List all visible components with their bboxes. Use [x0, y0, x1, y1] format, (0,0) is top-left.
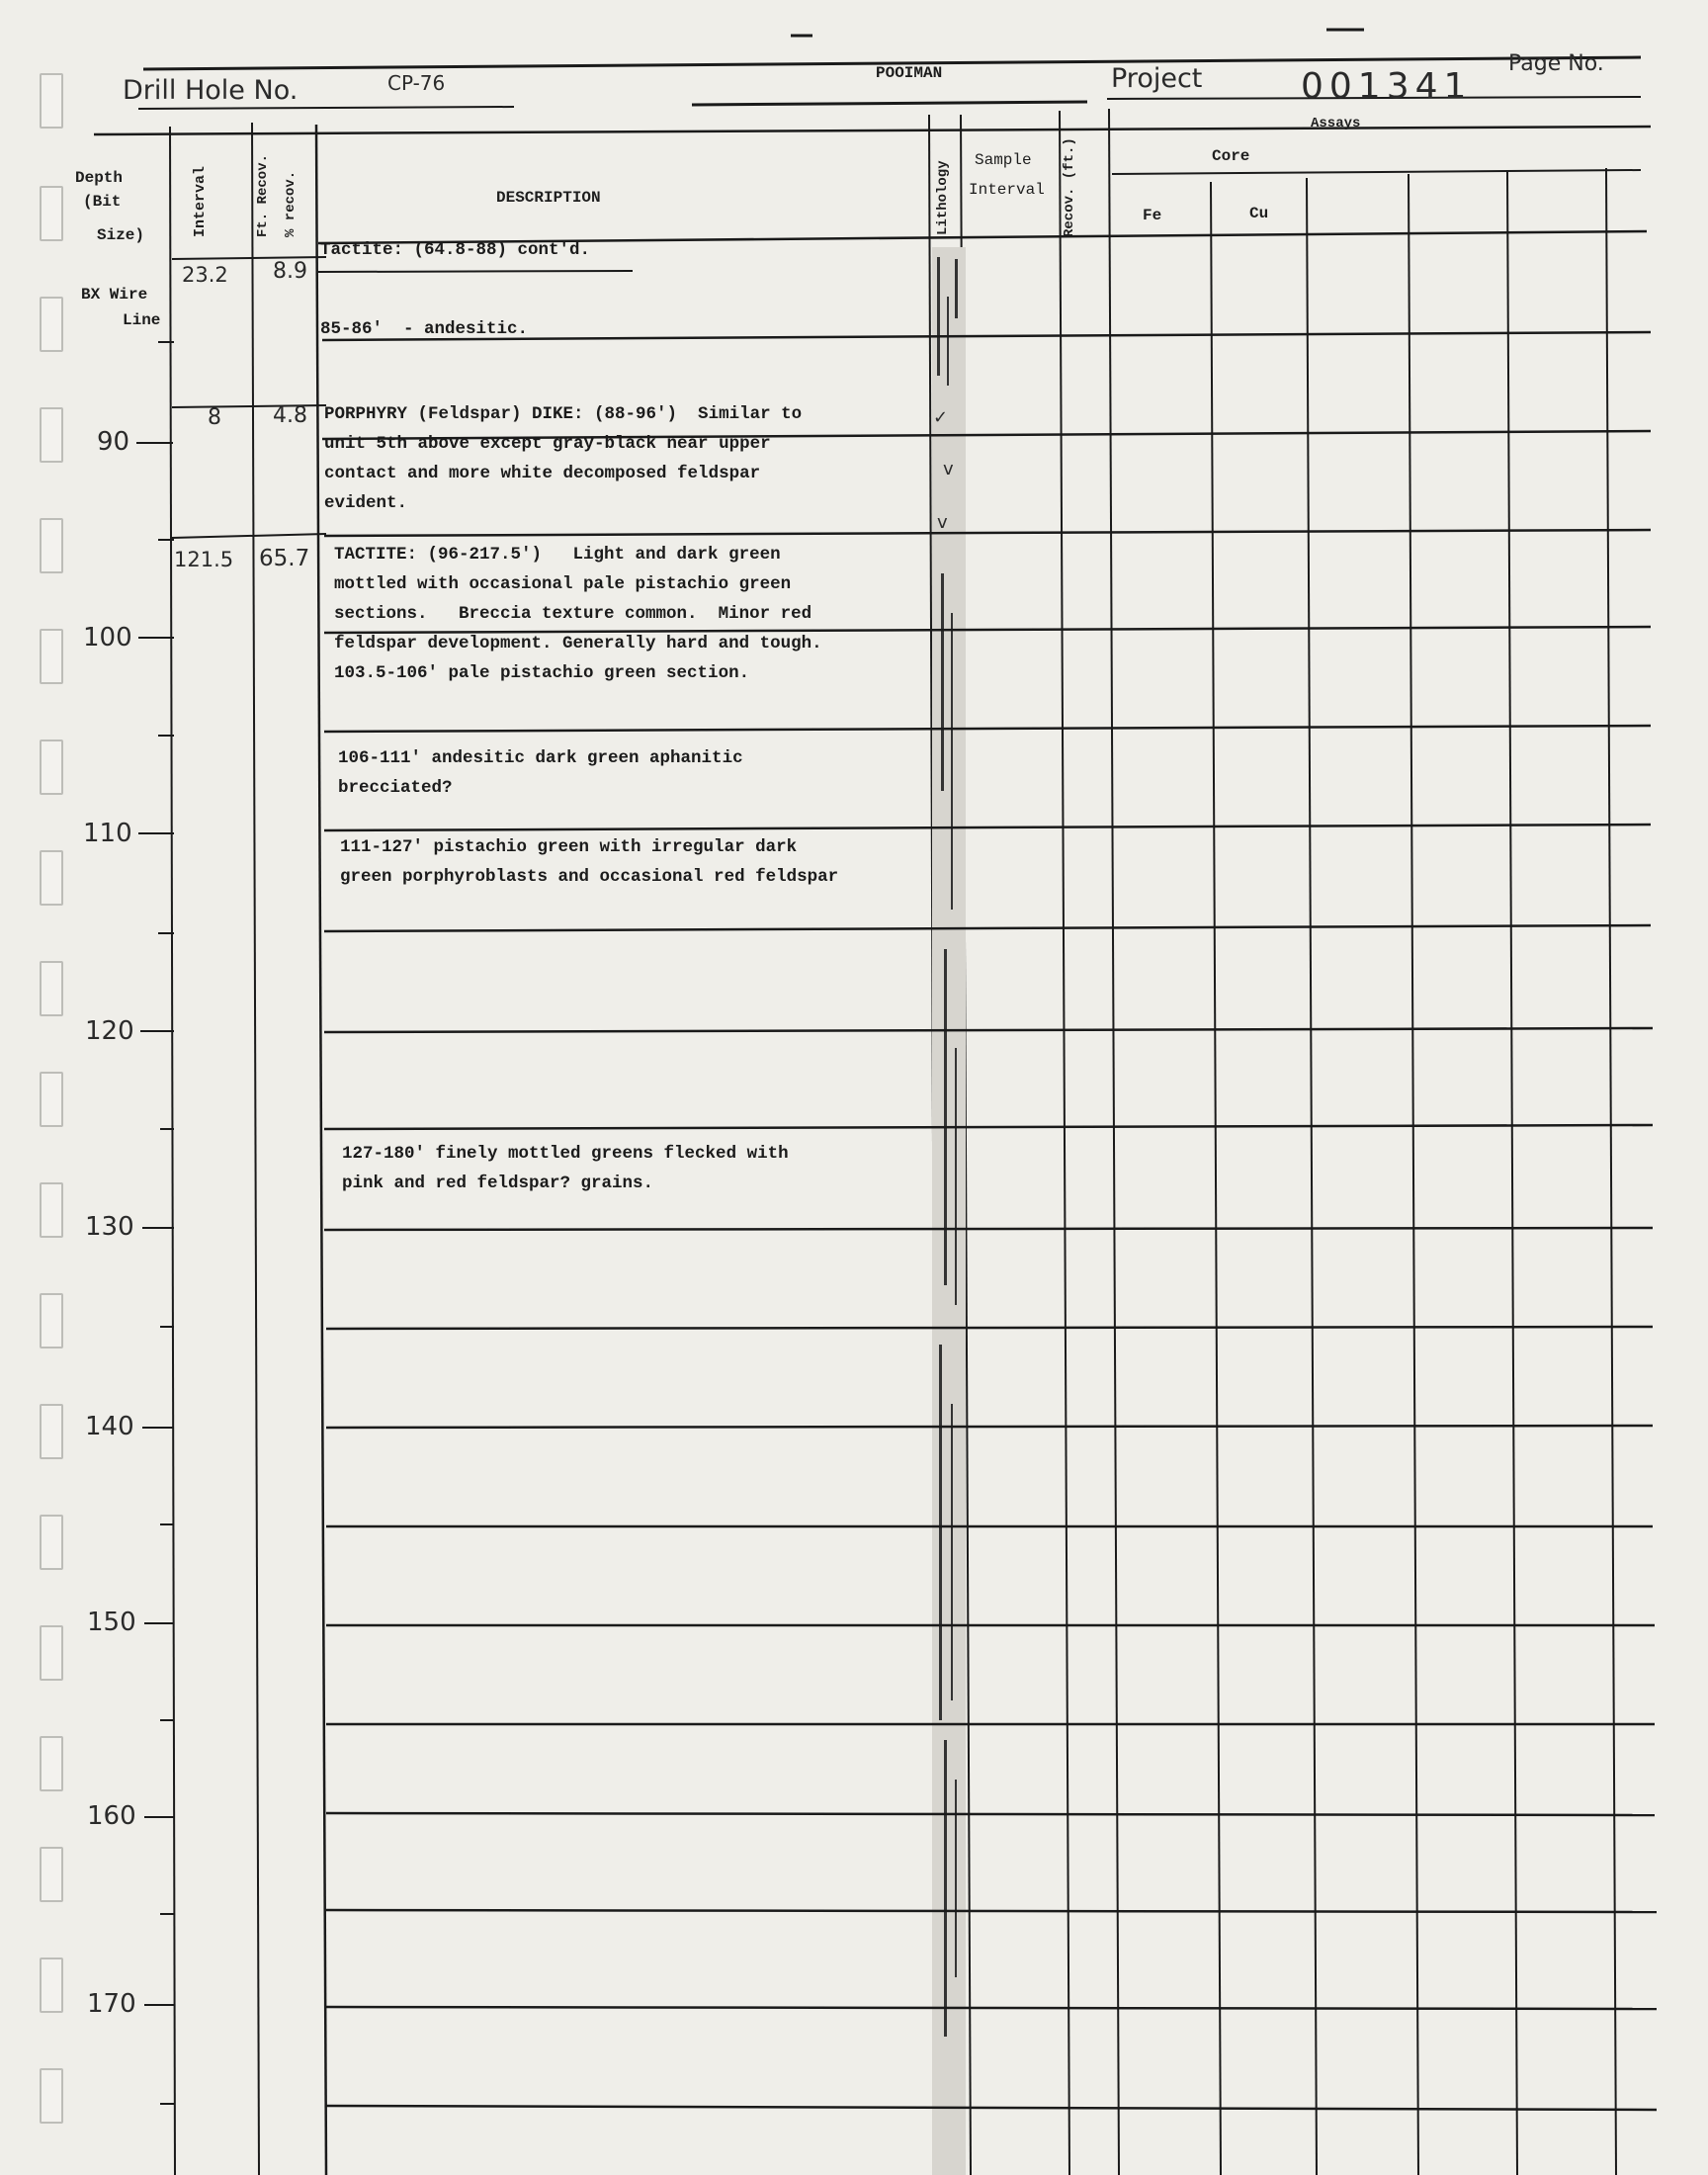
size-header: Size) [97, 226, 145, 244]
depth-tick-label: 110 [83, 819, 132, 848]
bit-size-line1: BX Wire [81, 286, 148, 304]
depth-tick-label: 130 [85, 1212, 134, 1242]
description-header: DESCRIPTION [496, 189, 601, 207]
interval-value: 23.2 [182, 263, 228, 287]
lithology-check: v [937, 512, 948, 533]
fe-header: Fe [1143, 207, 1162, 224]
drill-hole-value: CP-76 [387, 71, 446, 95]
description-entry: TACTITE: (96-217.5') Light and dark green mottled with occasional pale pistachio green sections. Breccia texture common. Minor red feldspar development. Generally hard and tough. 103.5-106' pale pistachio green section. [334, 545, 822, 683]
depth-tick-label: 100 [83, 623, 132, 652]
recov-ft-header: Recov. (ft.) [1062, 137, 1077, 237]
recovery-value: 8.9 [273, 259, 307, 284]
depth-tick-label: 140 [85, 1412, 134, 1441]
bit-size-line2: Line [123, 311, 161, 329]
sample-interval-header: Interval [969, 181, 1045, 199]
depth-tick-label: 150 [87, 1608, 136, 1637]
sample-header: Sample [975, 151, 1032, 169]
drill-hole-label: Drill Hole No. [123, 75, 299, 106]
lithology-header: Lithology [935, 160, 951, 235]
interval-header: Interval [192, 165, 209, 237]
bit-header: (Bit [83, 193, 122, 211]
recovery-value: 65.7 [259, 546, 310, 571]
lithology-check: v [943, 459, 954, 479]
depth-tick-label: 170 [87, 1989, 136, 2019]
ft-recov-header: Ft. Recov. [255, 153, 271, 237]
description-entry: 111-127' pistachio green with irregular dark green porphyroblasts and occasional red feldspar [340, 837, 839, 887]
description-entry: 106-111' andesitic dark green aphanitic brecciated? [338, 748, 743, 798]
project-label: Project [1111, 63, 1203, 94]
description-entry: 85-86' - andesitic. [320, 319, 529, 339]
lithology-check: ✓ [933, 407, 949, 428]
description-entry: 127-180' finely mottled greens flecked with pink and red feldspar? grains. [342, 1144, 789, 1193]
company-name: POOIMAN [876, 64, 943, 82]
description-entry: PORPHYRY (Feldspar) DIKE: (88-96') Similar to unit 5th above except gray-black near upper contact and more white decomposed feldspar evident. [324, 404, 803, 513]
depth-tick-label: 120 [85, 1016, 134, 1046]
depth-tick-label: 160 [87, 1801, 136, 1831]
depth-header: Depth [75, 169, 124, 187]
description-entry: Tactite: (64.8-88) cont'd. [320, 240, 591, 260]
cu-header: Cu [1249, 205, 1269, 222]
core-header: Core [1212, 147, 1250, 165]
recovery-value: 4.8 [273, 403, 307, 428]
project-number: 001341 [1301, 66, 1473, 107]
page-number-label: Page No. [1508, 51, 1604, 76]
assays-header: Assays [1311, 116, 1361, 131]
interval-value: 121.5 [174, 548, 234, 571]
pct-recov-header: % recov. [283, 170, 299, 237]
depth-tick-label: 90 [97, 427, 130, 457]
interval-value: 8 [208, 405, 221, 430]
